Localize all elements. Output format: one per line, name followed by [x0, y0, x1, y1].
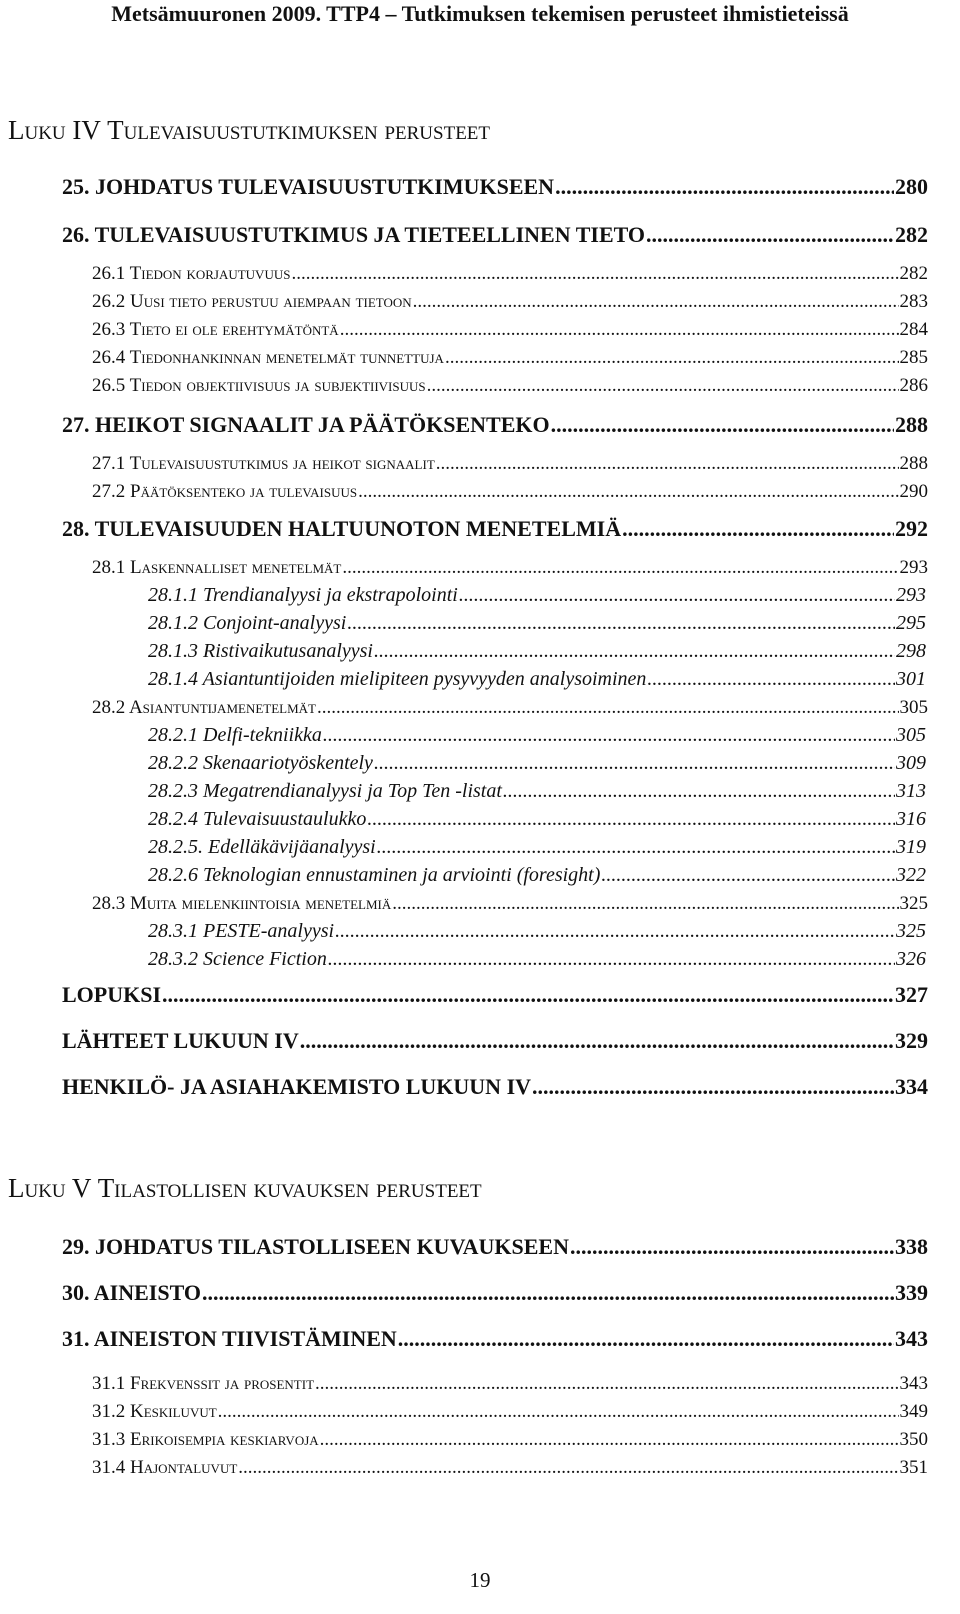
toc-entry[interactable]: 27. HEIKOT SIGNAALIT JA PÄÄTÖKSENTEKO ..... 288 [62, 412, 928, 438]
toc-entry[interactable]: 26. TULEVAISUUSTUTKIMUS JA TIETEELLINEN TIETO ..... 282 [62, 222, 928, 248]
toc-entry[interactable]: 28.2.1 Delfi-tekniikka ..... 305 [148, 722, 926, 748]
toc-entry[interactable]: 28.2.3 Megatrendianalyysi ja Top Ten -listat ..... 313 [148, 778, 926, 804]
toc-entry[interactable]: 28.2 Asiantuntijamenetelmät ..... 305 [92, 696, 928, 720]
toc-entry[interactable]: 28.1 Laskennalliset menetelmät ..... 293 [92, 556, 928, 580]
toc-entry[interactable]: 26.3 Tieto ei ole erehtymätöntä ..... 284 [92, 318, 928, 342]
toc-entry[interactable]: LÄHTEET LUKUUN IV ..... 329 [62, 1028, 928, 1054]
toc-entry[interactable]: 26.5 Tiedon objektiivisuus ja subjektiivisuus ..... 286 [92, 374, 928, 398]
chapter-number: IV [72, 115, 101, 145]
toc-entry[interactable]: 25. JOHDATUS TULEVAISUUSTUTKIMUKSEEN ..... 280 [62, 174, 928, 200]
toc-entry[interactable]: 30. AINEISTO ..... 339 [62, 1280, 928, 1306]
toc-entry[interactable]: 28.2.5. Edelläkävijäanalyysi ..... 319 [148, 834, 926, 860]
running-header: Metsämuuronen 2009. TTP4 – Tutkimuksen tekemisen perusteet ihmistieteissä [111, 1, 849, 26]
toc-entry[interactable]: 28.2.4 Tulevaisuustaulukko ..... 316 [148, 806, 926, 832]
toc-entry[interactable]: 31.3 Erikoisempia keskiarvoja ..... 350 [92, 1428, 928, 1452]
toc-entry[interactable]: 31. AINEISTON TIIVISTÄMINEN ..... 343 [62, 1326, 928, 1352]
toc-entry[interactable]: 28.1.1 Trendianalyysi ja ekstrapolointi ..... 293 [148, 582, 926, 608]
toc-entry[interactable]: 28.2.6 Teknologian ennustaminen ja arviointi (foresight) ..... 322 [148, 862, 926, 888]
page-number: 19 [469, 1568, 491, 1592]
toc-entry[interactable]: 31.1 Frekvenssit ja prosentit ..... 343 [92, 1372, 928, 1396]
toc-entry[interactable]: 28. TULEVAISUUDEN HALTUUNOTON MENETELMIÄ ..... 292 [62, 516, 928, 542]
toc-entry[interactable]: 28.3.1 PESTE-analyysi ..... 325 [148, 918, 926, 944]
chapter-heading-iv [8, 114, 490, 146]
chapter-title: Tilastollisen kuvauksen perusteet [97, 1173, 482, 1203]
chapter-title: Tulevaisuustutkimuksen perusteet [107, 115, 491, 145]
toc-entry[interactable]: 26.4 Tiedonhankinnan menetelmät tunnettuja ..... 285 [92, 346, 928, 370]
toc-entry[interactable]: 28.2.2 Skenaariotyöskentely ..... 309 [148, 750, 926, 776]
toc-entry[interactable]: 26.1 Tiedon korjautuvuus ..... 282 [92, 262, 928, 286]
toc-entry[interactable]: 28.3.2 Science Fiction ..... 326 [148, 946, 926, 972]
toc-entry[interactable]: 31.2 Keskiluvut ..... 349 [92, 1400, 928, 1424]
toc-entry[interactable]: 27.2 Päätöksenteko ja tulevaisuus ..... 290 [92, 480, 928, 504]
toc-entry[interactable]: HENKILÖ- JA ASIAHAKEMISTO LUKUUN IV ..... 334 [62, 1074, 928, 1100]
toc-entry[interactable]: 28.1.3 Ristivaikutusanalyysi ..... 298 [148, 638, 926, 664]
chapter-number: V [71, 1173, 91, 1203]
toc-entry[interactable]: 28.1.2 Conjoint-analyysi ..... 295 [148, 610, 926, 636]
toc-entry[interactable]: LOPUKSI ..... 327 [62, 982, 928, 1008]
chapter-prefix: Luku [8, 115, 66, 145]
toc-entry[interactable]: 29. JOHDATUS TILASTOLLISEEN KUVAUKSEEN ..... 338 [62, 1234, 928, 1260]
toc-entry[interactable]: 28.3 Muita mielenkiintoisia menetelmiä ..... 325 [92, 892, 928, 916]
chapter-prefix: Luku [8, 1173, 66, 1203]
toc-entry[interactable]: 28.1.4 Asiantuntijoiden mielipiteen pysyvyyden analysoiminen ..... 301 [148, 666, 926, 692]
toc-entry[interactable]: 27.1 Tulevaisuustutkimus ja heikot signaalit ..... 288 [92, 452, 928, 476]
toc-entry[interactable]: 26.2 Uusi tieto perustuu aiempaan tietoon ..... 283 [92, 290, 928, 314]
toc-entry[interactable]: 31.4 Hajontaluvut ..... 351 [92, 1456, 928, 1480]
chapter-heading-v [8, 1172, 482, 1204]
